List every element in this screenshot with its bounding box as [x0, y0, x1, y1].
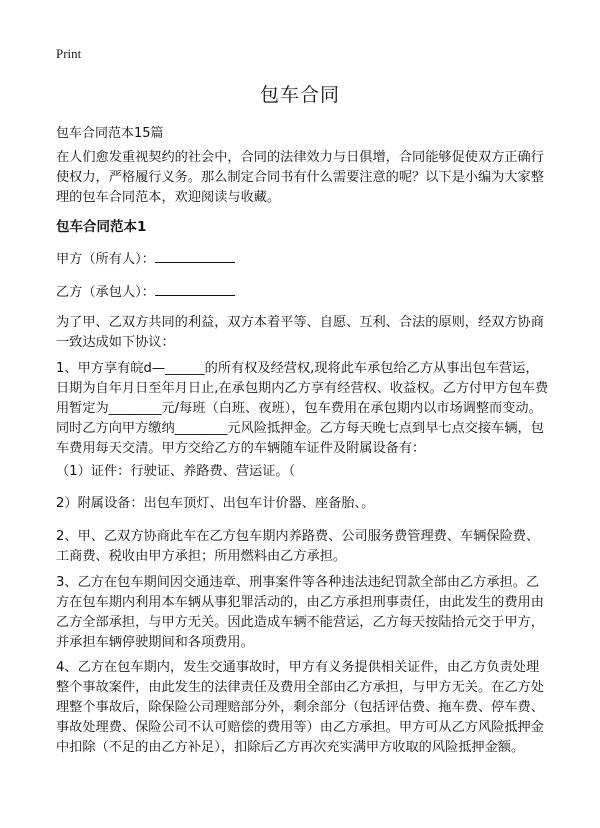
party-a-label: 甲方（所有人）： — [56, 252, 155, 267]
party-a-blank — [155, 248, 235, 263]
clause-2-paragraph: 2、甲、乙双方协商此车在乙方包车期内养路费、公司服务费管理费、车辆保险费、工商费、税收由甲方承担；所用燃料由乙方承担。 — [56, 529, 540, 564]
page-title: 包车合同 — [259, 84, 340, 106]
clause-1-item-2: 2）附属设备：出包车顶灯、出包车计价器、座备胎、。 — [56, 496, 375, 511]
party-b-field — [56, 281, 235, 303]
clause-1-paragraph: 1、甲方享有皖d—______的所有权及经营权,现将此车承包给乙方从事出包车营运，日期为自年月日至年月日止,在承包期内乙方享有经营权、收益权。乙方付甲方包车费用暂定为________元/每班（白班、夜班），包车费用在承包期内以市场调整而变动。同时乙方向甲方缴纳________元风险抵押金。乙方每天晚七点到早七点交接车辆，包车费用每天交清。甲方交给乙方的车辆随车证件及附属设备有： — [56, 361, 549, 456]
party-a-field — [56, 248, 235, 270]
party-b-label: 乙方（承包人）： — [56, 285, 155, 300]
party-b-blank — [155, 281, 235, 296]
clause-3-paragraph: 3、乙方在包车期间因交通违章、刑事案件等各种违法违纪罚款全部由乙方承担。乙方在包车期内利用本车辆从事犯罪活动的，由乙方承担刑事责任，由此发生的费用由乙方全部承担，与甲方无关。因此造成车辆不能营运，乙方每天按陆拾元交于甲方，并承担车辆停驶期间和各项费用。 — [56, 575, 544, 650]
clause-4-paragraph: 4、乙方在包车期内，发生交通事故时，甲方有义务提供相关证件，由乙方负责处理整个事故案件，由此发生的法律责任及费用全部由乙方承担，与甲方无关。在乙方处理整个事故后，除保险公司理赔部分外，剩余部分（包括评估费、拖车费、停车费、事故处理费、保险公司不认可赔偿的费用等）由乙方承担。甲方可从乙方风险抵押金中扣除（不足的由乙方补足），扣除后乙方再次充实满甲方收取的风险抵押金额。 — [56, 660, 544, 755]
document-subtitle: 包车合同范本15篇 — [56, 126, 164, 141]
intro-paragraph: 在人们愈发重视契约的社会中，合同的法律效力与日俱增，合同能够促使双方正确行使权力，严格履行义务。那么制定合同书有什么需要注意的呢？以下是小编为大家整理的包车合同范本，欢迎阅读与收藏。 — [56, 150, 544, 205]
clause-1-item-1: （1）证件：行驶证、养路费、营运证。（ — [56, 464, 296, 479]
print-link[interactable]: Print — [56, 46, 82, 61]
section-heading: 包车合同范本1 — [56, 219, 147, 235]
preamble-paragraph: 为了甲、乙双方共同的利益，双方本着平等、自愿、互利、合法的原则，经双方协商一致达成如下协议： — [56, 315, 544, 350]
